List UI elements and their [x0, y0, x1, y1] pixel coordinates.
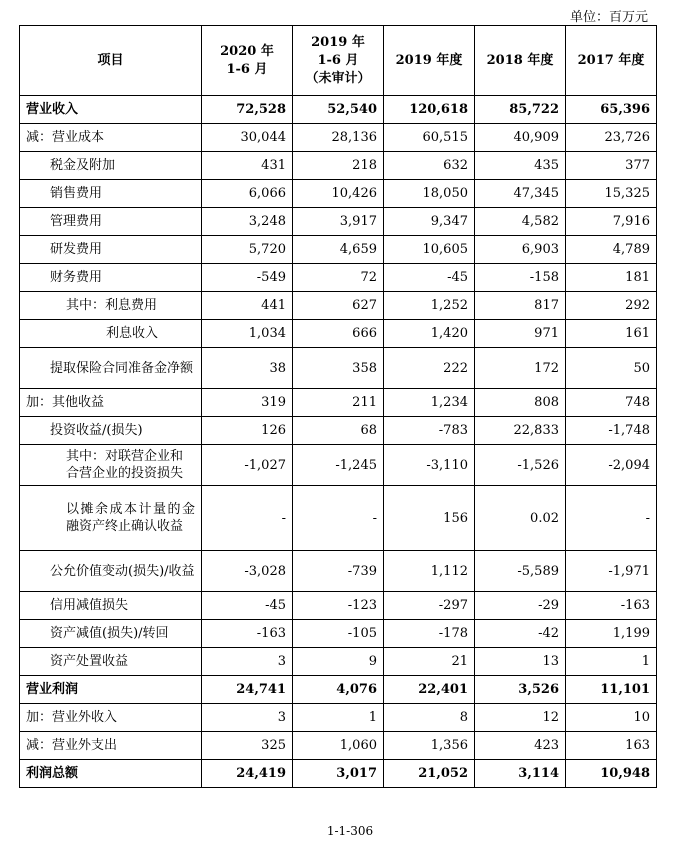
- row-label: 其中：利息费用: [20, 292, 202, 320]
- cell-value: -178: [384, 620, 475, 648]
- cell-value: 6,903: [475, 236, 566, 264]
- cell-value: 126: [202, 417, 293, 445]
- table-row: [20, 152, 657, 180]
- income-statement-table: [19, 25, 657, 788]
- row-label: 加：营业外收入: [20, 704, 202, 732]
- cell-value: 3: [202, 648, 293, 676]
- table-row: [20, 264, 657, 292]
- cell-value: 30,044: [202, 124, 293, 152]
- cell-value: 627: [293, 292, 384, 320]
- table-row: [20, 292, 657, 320]
- cell-value: -: [293, 486, 384, 551]
- cell-value: 1,252: [384, 292, 475, 320]
- table-row: [20, 348, 657, 389]
- cell-value: 377: [566, 152, 657, 180]
- cell-value: 52,540: [293, 96, 384, 124]
- cell-value: 3,017: [293, 760, 384, 788]
- cell-value: 5,720: [202, 236, 293, 264]
- cell-value: -45: [202, 592, 293, 620]
- table-row: [20, 760, 657, 788]
- cell-value: -297: [384, 592, 475, 620]
- cell-value: 1,420: [384, 320, 475, 348]
- table-row: [20, 389, 657, 417]
- cell-value: 319: [202, 389, 293, 417]
- row-label: 投资收益/(损失): [20, 417, 202, 445]
- cell-value: 1,060: [293, 732, 384, 760]
- table-row: [20, 732, 657, 760]
- table-row: [20, 180, 657, 208]
- table-row: [20, 592, 657, 620]
- table-row: [20, 96, 657, 124]
- cell-value: -3,028: [202, 551, 293, 592]
- row-label: 税金及附加: [20, 152, 202, 180]
- cell-value: 441: [202, 292, 293, 320]
- cell-value: -158: [475, 264, 566, 292]
- row-label: 利润总额: [20, 760, 202, 788]
- cell-value: -123: [293, 592, 384, 620]
- cell-value: 12: [475, 704, 566, 732]
- row-label: 其中：对联营企业和合营企业的投资损失: [20, 445, 202, 486]
- cell-value: 65,396: [566, 96, 657, 124]
- cell-value: -45: [384, 264, 475, 292]
- cell-value: -: [202, 486, 293, 551]
- cell-value: 120,618: [384, 96, 475, 124]
- row-label: 资产减值(损失)/转回: [20, 620, 202, 648]
- cell-value: 24,419: [202, 760, 293, 788]
- cell-value: -163: [202, 620, 293, 648]
- table-row: [20, 704, 657, 732]
- cell-value: -163: [566, 592, 657, 620]
- unit-label: 单位：百万元: [569, 10, 648, 25]
- cell-value: 1,356: [384, 732, 475, 760]
- cell-value: 28,136: [293, 124, 384, 152]
- cell-value: -2,094: [566, 445, 657, 486]
- cell-value: 8: [384, 704, 475, 732]
- header-2019: 2019 年度: [384, 26, 475, 96]
- cell-value: 4,076: [293, 676, 384, 704]
- cell-value: 72: [293, 264, 384, 292]
- cell-value: 222: [384, 348, 475, 389]
- cell-value: 38: [202, 348, 293, 389]
- row-label: 以摊余成本计量的金融资产终止确认收益: [20, 486, 202, 551]
- cell-value: 181: [566, 264, 657, 292]
- cell-value: 156: [384, 486, 475, 551]
- cell-value: 9: [293, 648, 384, 676]
- table-header-row: [20, 26, 657, 96]
- cell-value: -1,748: [566, 417, 657, 445]
- cell-value: 3: [202, 704, 293, 732]
- cell-value: 10,948: [566, 760, 657, 788]
- cell-value: 21,052: [384, 760, 475, 788]
- cell-value: -1,027: [202, 445, 293, 486]
- cell-value: 50: [566, 348, 657, 389]
- row-label: 研发费用: [20, 236, 202, 264]
- table-row: [20, 648, 657, 676]
- table-row: [20, 124, 657, 152]
- cell-value: 60,515: [384, 124, 475, 152]
- table-row: [20, 417, 657, 445]
- cell-value: 4,789: [566, 236, 657, 264]
- cell-value: 10: [566, 704, 657, 732]
- cell-value: 3,526: [475, 676, 566, 704]
- cell-value: 24,741: [202, 676, 293, 704]
- table-row: [20, 551, 657, 592]
- row-label: 资产处置收益: [20, 648, 202, 676]
- cell-value: 1: [293, 704, 384, 732]
- row-label: 信用减值损失: [20, 592, 202, 620]
- cell-value: 3,248: [202, 208, 293, 236]
- cell-value: 325: [202, 732, 293, 760]
- row-label: 公允价值变动(损失)/收益: [20, 551, 202, 592]
- cell-value: 1: [566, 648, 657, 676]
- cell-value: 423: [475, 732, 566, 760]
- cell-value: 11,101: [566, 676, 657, 704]
- cell-value: 72,528: [202, 96, 293, 124]
- cell-value: -29: [475, 592, 566, 620]
- cell-value: 1,234: [384, 389, 475, 417]
- table-row: [20, 676, 657, 704]
- cell-value: 161: [566, 320, 657, 348]
- cell-value: 15,325: [566, 180, 657, 208]
- cell-value: 172: [475, 348, 566, 389]
- header-2018: 2018 年度: [475, 26, 566, 96]
- cell-value: -1,526: [475, 445, 566, 486]
- cell-value: 10,605: [384, 236, 475, 264]
- cell-value: -783: [384, 417, 475, 445]
- cell-value: 18,050: [384, 180, 475, 208]
- cell-value: -5,589: [475, 551, 566, 592]
- cell-value: 1,199: [566, 620, 657, 648]
- cell-value: 22,401: [384, 676, 475, 704]
- row-label: 销售费用: [20, 180, 202, 208]
- table-row: [20, 208, 657, 236]
- header-2019h1: 2019 年 1-6 月 （未审计）: [293, 26, 384, 96]
- cell-value: 632: [384, 152, 475, 180]
- cell-value: 47,345: [475, 180, 566, 208]
- cell-value: 85,722: [475, 96, 566, 124]
- cell-value: 435: [475, 152, 566, 180]
- row-label: 减：营业外支出: [20, 732, 202, 760]
- row-label: 营业利润: [20, 676, 202, 704]
- cell-value: -: [566, 486, 657, 551]
- cell-value: -739: [293, 551, 384, 592]
- cell-value: 13: [475, 648, 566, 676]
- row-label: 利息收入: [20, 320, 202, 348]
- cell-value: 22,833: [475, 417, 566, 445]
- cell-value: 7,916: [566, 208, 657, 236]
- row-label: 提取保险合同准备金净额: [20, 348, 202, 389]
- cell-value: 748: [566, 389, 657, 417]
- table-row: [20, 620, 657, 648]
- table-row: [20, 236, 657, 264]
- cell-value: 808: [475, 389, 566, 417]
- cell-value: 1,034: [202, 320, 293, 348]
- cell-value: 23,726: [566, 124, 657, 152]
- cell-value: 4,659: [293, 236, 384, 264]
- cell-value: 21: [384, 648, 475, 676]
- cell-value: 1,112: [384, 551, 475, 592]
- cell-value: 358: [293, 348, 384, 389]
- row-label: 加：其他收益: [20, 389, 202, 417]
- cell-value: 0.02: [475, 486, 566, 551]
- row-label: 财务费用: [20, 264, 202, 292]
- table-row: [20, 486, 657, 551]
- cell-value: 4,582: [475, 208, 566, 236]
- table-row: [20, 320, 657, 348]
- cell-value: 211: [293, 389, 384, 417]
- row-label: 营业收入: [20, 96, 202, 124]
- cell-value: -3,110: [384, 445, 475, 486]
- page-number: 1-1-306: [326, 824, 374, 838]
- cell-value: -549: [202, 264, 293, 292]
- cell-value: -1,245: [293, 445, 384, 486]
- cell-value: 68: [293, 417, 384, 445]
- cell-value: 6,066: [202, 180, 293, 208]
- cell-value: 817: [475, 292, 566, 320]
- cell-value: 9,347: [384, 208, 475, 236]
- cell-value: 3,917: [293, 208, 384, 236]
- cell-value: 431: [202, 152, 293, 180]
- table-row: [20, 445, 657, 486]
- cell-value: 218: [293, 152, 384, 180]
- cell-value: 3,114: [475, 760, 566, 788]
- header-2017: 2017 年度: [566, 26, 657, 96]
- cell-value: 971: [475, 320, 566, 348]
- cell-value: 292: [566, 292, 657, 320]
- cell-value: 163: [566, 732, 657, 760]
- cell-value: -105: [293, 620, 384, 648]
- cell-value: 10,426: [293, 180, 384, 208]
- cell-value: -42: [475, 620, 566, 648]
- row-label: 管理费用: [20, 208, 202, 236]
- header-2020h1: 2020 年 1-6 月: [202, 26, 293, 96]
- cell-value: 40,909: [475, 124, 566, 152]
- row-label: 减：营业成本: [20, 124, 202, 152]
- header-item: 项目: [20, 26, 202, 96]
- cell-value: -1,971: [566, 551, 657, 592]
- cell-value: 666: [293, 320, 384, 348]
